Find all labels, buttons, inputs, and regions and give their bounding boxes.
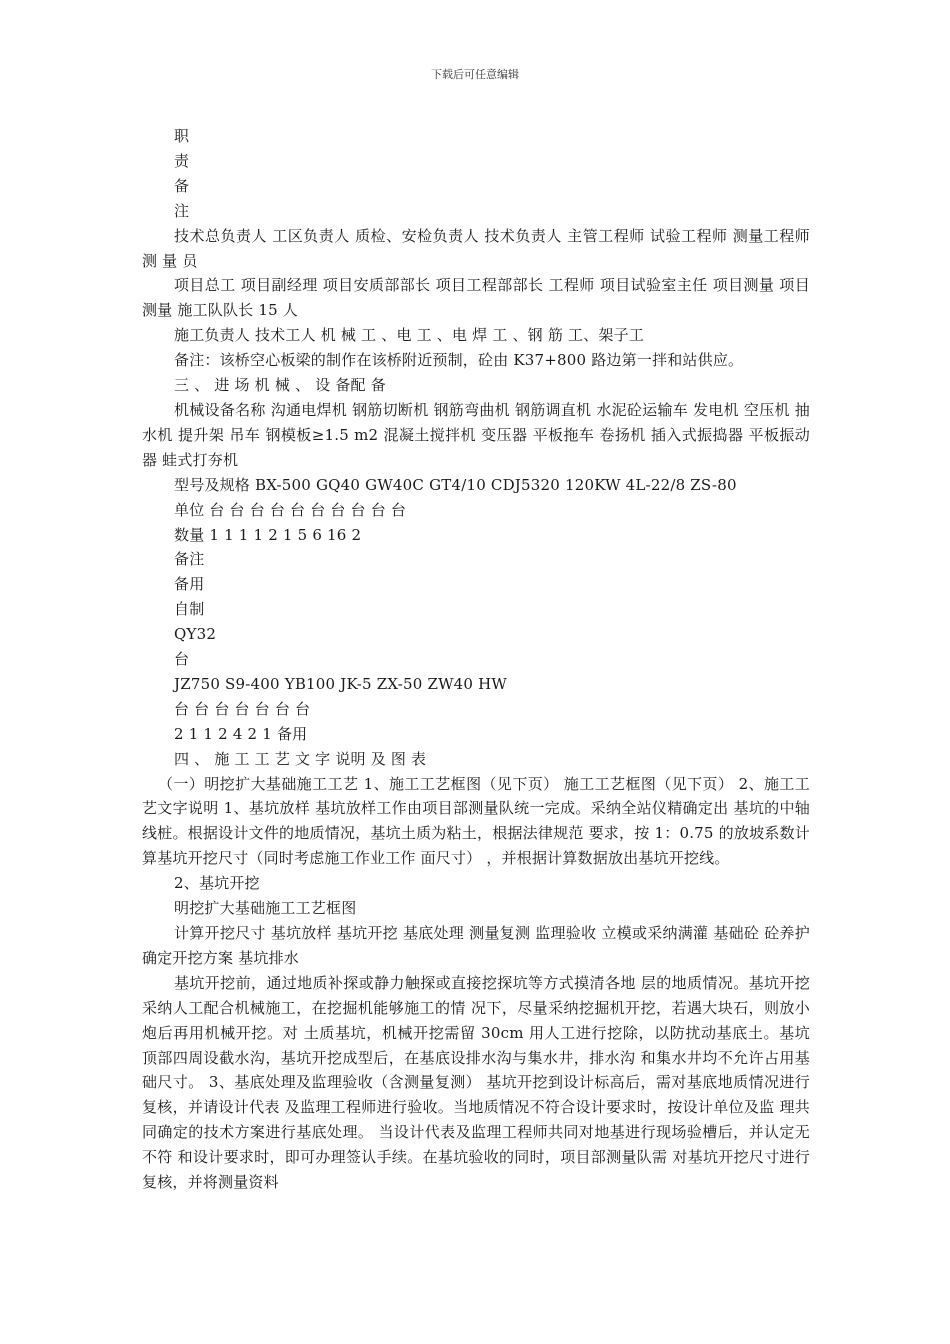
document-body bbox=[142, 124, 810, 1195]
paragraph: 2、基坑开挖 bbox=[174, 874, 260, 893]
paragraph: 职 bbox=[174, 127, 190, 145]
paragraph: 2 1 1 2 4 2 1 备用 bbox=[174, 724, 308, 743]
paragraph: 台 台 台 台 台 台 台 bbox=[174, 699, 311, 718]
paragraph: 备注：该桥空心板梁的制作在该桥附近预制，砼由 K37+800 路边第一拌和站供应。 bbox=[174, 351, 744, 370]
paragraph: 台 bbox=[174, 650, 190, 669]
paragraph: 明挖扩大基础施工工艺框图 bbox=[174, 899, 357, 918]
paragraph: 备用 bbox=[174, 575, 205, 594]
paragraph: 基坑开挖前，通过地质补探或静力触探或直接挖探坑等方式摸清各地 层的地质情况。基坑开挖采纳人工配合机械施工，在挖掘机能够施工的情 况下，尽量采纳挖掘机开挖，若遇大块石，则放小炮后再用机械开挖。对 土质基坑，机械开挖需留 30cm 用人工进行挖除，以防扰动基底土。基坑 顶部四周设截水沟，基坑开挖成型后，在基底设排水沟与集水井，排水沟 和集水井均不允许占用基础尺寸。 3、基底处理及监理验收（含测量复测） 基坑开挖到设计标高后，需对基底地质情况进行复核，并请设计代表 及监理工程师进行验收。当地质情况不符合设计要求时，按设计单位及监 理共同确定的技术方案进行基底处理。 当设计代表及监理工程师共同对地基进行现场验槽后，并认定无不符 和设计要求时，即可办理签认手续。在基坑验收的同时，项目部测量队需 对基坑开挖尺寸进行复核，并将测量资料 bbox=[142, 973, 810, 1192]
paragraph: 责 bbox=[174, 151, 190, 170]
paragraph: 技术总负责人 工区负责人 质检、安检负责人 技术负责人 主管工程师 试验工程师 测量工程师 测 量 员 bbox=[142, 226, 810, 270]
page-header: 下载后可任意编辑 bbox=[431, 68, 519, 81]
paragraph: 备注 bbox=[174, 550, 205, 569]
paragraph: 型号及规格 BX-500 GQ40 GW40C GT4/10 CDJ5320 120KW 4L-22/8 ZS-80 bbox=[174, 475, 737, 494]
paragraph: 单位 台 台 台 台 台 台 台 台 台 台 bbox=[174, 500, 407, 519]
paragraph: （一）明挖扩大基础施工工艺 1、施工工艺框图（见下页） 施工工艺框图（见下页） 2、施工工艺文字说明 1、基坑放样 基坑放样工作由项目部测量队统一完成。采纳全站仪精确定出 基坑的中轴线桩。根据设计文件的地质情况，基坑土质为粘土，根据法律规范 要求，按 1：0.75 的放坡系数计算基坑开挖尺寸（同时考虑施工作业工作 面尺寸） ，并根据计算数据放出基坑开挖线。 bbox=[142, 774, 810, 868]
paragraph: 三 、 进 场 机 械 、 设 备配 备 bbox=[174, 376, 386, 395]
paragraph: 项目总工 项目副经理 项目安质部部长 项目工程部部长 工程师 项目试验室主任 项目测量 项目测量 施工队队长 15 人 bbox=[142, 276, 810, 320]
paragraph: 四 、 施 工 工 艺 文 字 说明 及 图 表 bbox=[174, 749, 427, 768]
paragraph: QY32 bbox=[174, 625, 217, 644]
paragraph: 数量 1 1 1 1 2 1 5 6 16 2 bbox=[174, 525, 362, 544]
paragraph: 自制 bbox=[174, 600, 205, 619]
paragraph: 机械设备名称 沟通电焊机 钢筋切断机 钢筋弯曲机 钢筋调直机 水泥砼运输车 发电机 空压机 抽水机 提升架 吊车 钢模板≥1.5 m2 混凝土搅拌机 变压器 平板拖车 卷扬机 插入式振捣器 平板振动器 蛙式打夯机 bbox=[142, 400, 810, 469]
paragraph: 备 bbox=[174, 176, 190, 195]
paragraph: JZ750 S9-400 YB100 JK-5 ZX-50 ZW40 HW bbox=[174, 674, 508, 693]
paragraph: 施工负责人 技术工人 机 械 工 、电 工 、电 焊 工 、钢 筋 工、架子工 bbox=[174, 326, 645, 345]
paragraph: 注 bbox=[174, 201, 190, 220]
paragraph: 计算开挖尺寸 基坑放样 基坑开挖 基底处理 测量复测 监理验收 立模或采纳满灌 基础砼 砼养护 确定开挖方案 基坑排水 bbox=[142, 924, 810, 967]
